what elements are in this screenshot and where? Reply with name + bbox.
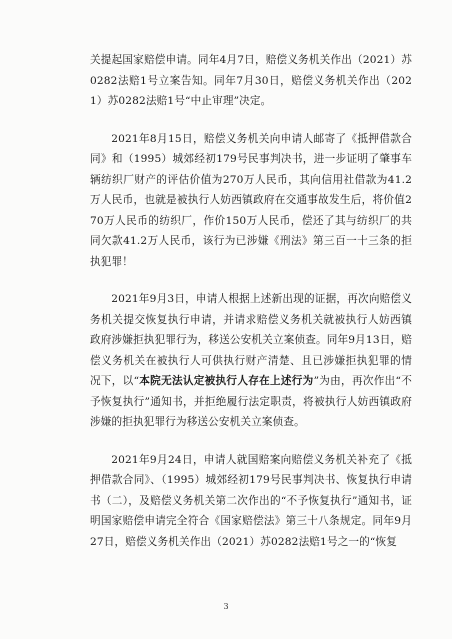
paragraph-2-text: 2021年8月15日，赔偿义务机关向申请人邮寄了《抵押借款合同》和（1995）城郊经初179号民事判决书，进一步证明了肇事车辆纺织厂财产的评估价值为270万人民币，其向信用社借款为41.2万人民币，也就是被执行人妨西镇政府在交通事故发生后，将价值270万人民币的纺织厂，作价150万人民币，偿还了其与纺织厂的共同欠款41.2万人民币，该行为已涉嫌《刑法》第三百一十三条的拒执犯罪！ xyxy=(90,132,412,268)
page-number: 3 xyxy=(223,602,229,611)
paragraph-1-text: 关提起国家赔偿申请。同年4月7日，赔偿义务机关作出（2021）苏0282法赔1号立案告知。同年7月30日，赔偿义务机关作出（2021）苏0282法赔1号“中止审理”决定。 xyxy=(90,54,412,107)
paragraph-2 xyxy=(90,129,412,273)
paragraph-3-text-b: ”为由，再次作出“不予恢复执行”通知书，并拒绝履行法定职责，将被执行人妨西镇政府涉嫌的拒执犯罪行为移送公安机关立案侦查。 xyxy=(90,375,412,428)
document-body xyxy=(90,50,412,569)
paragraph-4-text: 2021年9月24日，申请人就国赔案向赔偿义务机关补充了《抵押借款合同》、（1995）城郊经初179号民事判决书、恢复执行申请书（二），及赔偿义务机关第二次作出的“不予恢复执行”通知书，证明国家赔偿申请完全符合《国家赔偿法》第三十八条规定。同年9月27日，赔偿义务机关作出（2021）苏0282法赔1号之一的“恢复 xyxy=(90,453,412,548)
paragraph-3-bold-phrase: 本院无法认定被执行人存在上述行为 xyxy=(139,375,314,387)
paragraph-1 xyxy=(90,50,412,112)
paragraph-3-text-a: 2021年9月3日，申请人根据上述新出现的证据，再次向赔偿义务机关提交恢复执行申请，并请求赔偿义务机关就被执行人妨西镇政府涉嫌拒执犯罪行为，移送公安机关立案侦查。同年9月13日，赔偿义务机关在被执行人可供执行财产清楚、且已涉嫌拒执犯罪的情况下，以“ xyxy=(90,293,412,387)
paragraph-3 xyxy=(90,289,412,433)
paragraph-4 xyxy=(90,450,412,553)
